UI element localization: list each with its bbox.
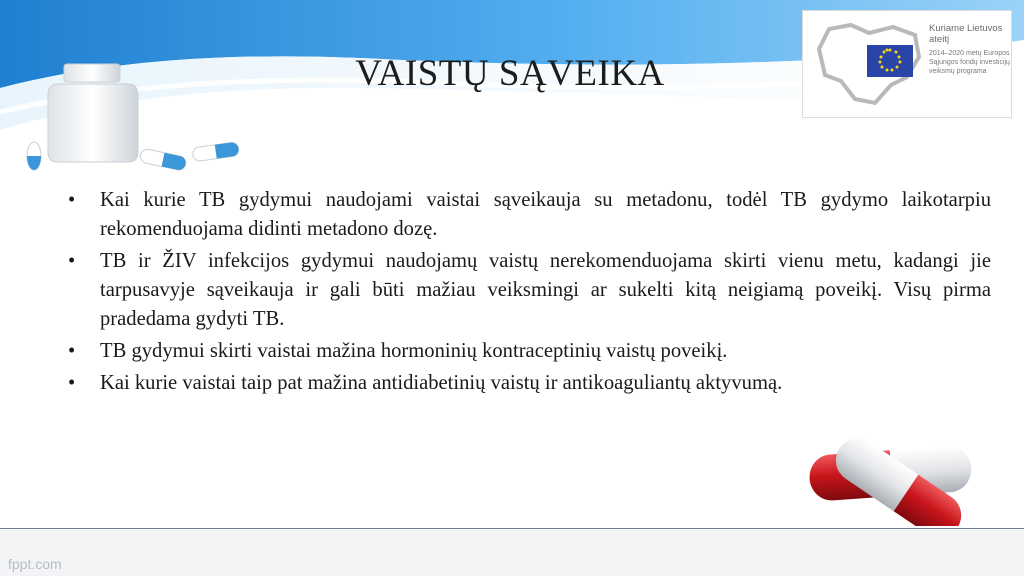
bullet-text: TB ir ŽIV infekcijos gydymui naudojamų vaistų nerekomenduojama skirti vienu metu, kadangi jie tarpusavyje sąveikauja ir gali būti mažiau veiksmingi ar sukelti kitą neigiamą poveikį. Visų pirma pradedama gydyti TB.: [100, 250, 991, 330]
bullet-text: Kai kurie vaistai taip pat mažina antidiabetinių vaistų ir antikoaguliantų aktyvumą.: [100, 372, 783, 394]
footer-band: [0, 530, 1024, 576]
slide-title: VAISTŲ SĄVEIKA: [355, 53, 665, 94]
watermark: fppt.com: [8, 556, 62, 572]
list-item: [68, 369, 991, 398]
bullet-marker: •: [68, 372, 76, 394]
medicine-bottle-icon: [24, 60, 244, 180]
list-item: [68, 337, 991, 366]
bullet-marker: •: [68, 189, 76, 211]
list-item: [68, 186, 991, 244]
capsule-icon: [800, 420, 990, 526]
slide-content: [68, 186, 991, 401]
bullet-text: Kai kurie TB gydymui naudojami vaistai sąveikauja su metadonu, todėl TB gydymo laikotarpiu rekomenduojama didinti metadono dozę.: [100, 189, 991, 240]
bullet-marker: •: [68, 340, 76, 362]
logo-program: 2014–2020 metų Europos Sąjungos fondų investicijų veiksmų programa: [929, 50, 1010, 75]
bullet-text: TB gydymui skirti vaistai mažina hormoninių kontraceptinių vaistų poveikį.: [100, 340, 728, 362]
list-item: [68, 247, 991, 334]
eu-funding-logo: [802, 10, 1012, 118]
footer-divider: [0, 528, 1024, 529]
lithuania-map-icon: [811, 19, 923, 111]
logo-slogan: Kuriame Lietuvos ateitį: [929, 23, 1003, 45]
bullet-list: [68, 186, 991, 398]
bullet-marker: •: [68, 250, 76, 272]
